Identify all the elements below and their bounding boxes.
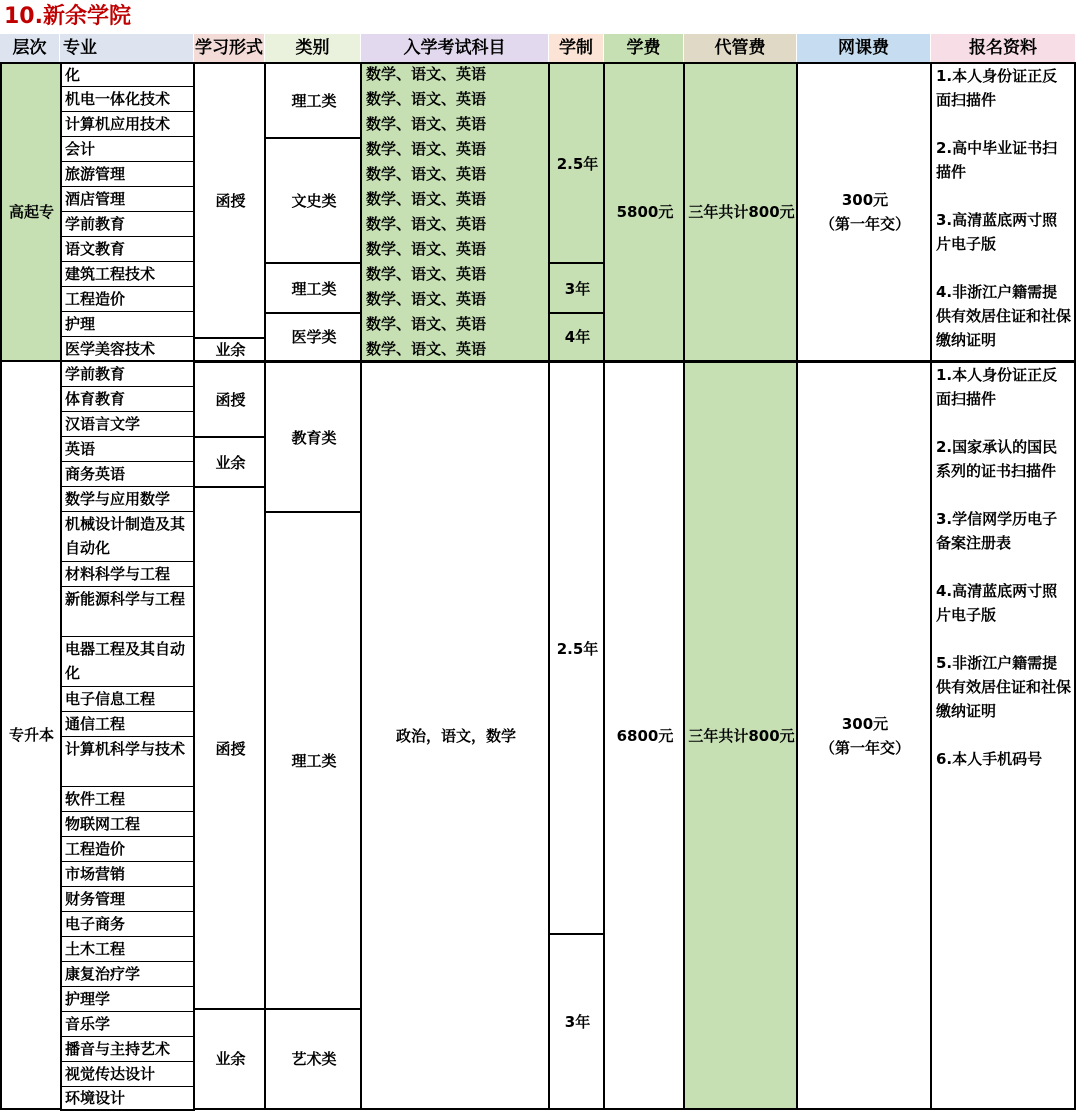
mgmt-fee-cell: 三年共计800元 — [683, 361, 798, 1110]
study-form-cell: 函授 — [193, 361, 266, 437]
materials-item: 5.非浙江户籍需提供有效居住证和社保缴纳证明 — [936, 654, 1072, 720]
major-cell: 体育教育 — [60, 387, 195, 412]
category-cell: 理工类 — [264, 262, 362, 313]
major-cell: 工程造价 — [60, 287, 195, 312]
major-cell: 护理 — [60, 312, 195, 337]
major-cell: 学前教育 — [60, 212, 195, 237]
exam-subject-row: 数学、语文、英语 — [366, 290, 487, 308]
exam-subject-row: 数学、语文、英语 — [366, 115, 487, 133]
header-online-fee: 网课费 — [797, 34, 931, 62]
level-cell: 高起专 — [0, 62, 61, 362]
category-cell: 理工类 — [264, 511, 362, 1009]
major-cell: 材料科学与工程 — [60, 562, 195, 587]
study-form-cell: 业余 — [193, 436, 266, 487]
category-cell: 文史类 — [264, 137, 362, 263]
major-cell: 计算机应用技术 — [60, 112, 195, 137]
major-cell: 医学美容技术 — [60, 337, 195, 362]
major-cell: 旅游管理 — [60, 162, 195, 187]
major-cell: 工程造价 — [60, 837, 195, 862]
major-cell: 软件工程 — [60, 787, 195, 812]
exam-subject-row: 数学、语文、英语 — [366, 65, 487, 83]
duration-cell: 3年 — [548, 262, 605, 313]
study-form-cell: 业余 — [193, 1008, 266, 1110]
materials-item: 2.高中毕业证书扫描件 — [936, 139, 1058, 181]
major-cell: 电器工程及其自动化 — [60, 637, 195, 687]
header-study-form: 学习形式 — [194, 34, 265, 62]
exam-subjects-cell: 政治，语文，数学 — [360, 361, 550, 1110]
major-cell: 市场营销 — [60, 862, 195, 887]
materials-item: 6.本人手机码号 — [936, 750, 1043, 768]
major-cell: 酒店管理 — [60, 187, 195, 212]
level-cell: 专升本 — [0, 361, 61, 1110]
major-cell: 化 — [60, 62, 195, 87]
exam-subject-row: 数学、语文、英语 — [366, 90, 487, 108]
category-cell: 艺术类 — [264, 1008, 362, 1110]
header-category: 类别 — [265, 34, 361, 62]
exam-subject-row: 数学、语文、英语 — [366, 190, 487, 208]
major-cell: 学前教育 — [60, 362, 195, 387]
major-cell: 电子商务 — [60, 912, 195, 937]
duration-cell: 2.5年 — [548, 62, 605, 263]
materials-item: 3.学信网学历电子备案注册表 — [936, 510, 1058, 552]
exam-subject-row: 数学、语文、英语 — [366, 315, 487, 333]
materials-item: 3.高清蓝底两寸照片电子版 — [936, 211, 1058, 253]
category-cell: 教育类 — [264, 361, 362, 512]
major-cell: 新能源科学与工程 — [60, 587, 195, 637]
major-cell: 护理学 — [60, 987, 195, 1012]
major-cell: 视觉传达设计 — [60, 1062, 195, 1087]
materials-cell — [930, 62, 1076, 362]
header-tuition: 学费 — [604, 34, 684, 62]
exam-subject-row: 数学、语文、英语 — [366, 215, 487, 233]
materials-item: 4.非浙江户籍需提供有效居住证和社保缴纳证明 — [936, 283, 1072, 349]
category-cell: 理工类 — [264, 62, 362, 138]
header-exam-subjects: 入学考试科目 — [361, 34, 549, 62]
major-cell: 机械设计制造及其自动化 — [60, 512, 195, 562]
major-cell: 语文教育 — [60, 237, 195, 262]
exam-subject-row: 数学、语文、英语 — [366, 140, 487, 158]
duration-cell: 3年 — [548, 933, 605, 1110]
exam-subject-row: 数学、语文、英语 — [366, 165, 487, 183]
major-cell: 播音与主持艺术 — [60, 1037, 195, 1062]
major-cell: 商务英语 — [60, 462, 195, 487]
tuition-cell: 6800元 — [603, 361, 685, 1110]
major-cell: 通信工程 — [60, 712, 195, 737]
header-major: 专业 — [60, 34, 194, 62]
duration-cell: 4年 — [548, 312, 605, 362]
materials-item: 1.本人身份证正反面扫描件 — [936, 366, 1058, 408]
exam-subject-row: 数学、语文、英语 — [366, 265, 487, 283]
major-cell: 财务管理 — [60, 887, 195, 912]
exam-subject-row: 数学、语文、英语 — [366, 340, 487, 358]
major-cell: 汉语言文学 — [60, 412, 195, 437]
major-cell: 康复治疗学 — [60, 962, 195, 987]
study-form-cell: 业余 — [193, 337, 266, 362]
duration-cell: 2.5年 — [548, 361, 605, 934]
mgmt-fee-cell: 三年共计800元 — [683, 62, 798, 362]
major-cell: 机电一体化技术 — [60, 87, 195, 112]
online-fee-cell: 300元 （第一年交） — [796, 62, 932, 362]
major-cell: 建筑工程技术 — [60, 262, 195, 287]
major-cell: 会计 — [60, 137, 195, 162]
materials-item: 1.本人身份证正反面扫描件 — [936, 67, 1058, 109]
header-level: 层次 — [0, 34, 60, 62]
study-form-cell: 函授 — [193, 62, 266, 338]
online-fee-cell: 300元 （第一年交） — [796, 361, 932, 1110]
exam-subject-row: 数学、语文、英语 — [366, 240, 487, 258]
major-cell: 音乐学 — [60, 1012, 195, 1037]
major-cell: 物联网工程 — [60, 812, 195, 837]
header-mgmt-fee: 代管费 — [684, 34, 797, 62]
study-form-cell: 函授 — [193, 486, 266, 1009]
materials-cell — [930, 361, 1076, 1110]
major-cell: 计算机科学与技术 — [60, 737, 195, 787]
materials-item: 4.高清蓝底两寸照片电子版 — [936, 582, 1058, 624]
materials-item: 2.国家承认的国民系列的证书扫描件 — [936, 438, 1058, 480]
major-cell: 数学与应用数学 — [60, 487, 195, 512]
header-materials: 报名资料 — [931, 34, 1076, 62]
major-cell: 电子信息工程 — [60, 687, 195, 712]
category-cell: 医学类 — [264, 312, 362, 362]
major-cell: 英语 — [60, 437, 195, 462]
header-duration: 学制 — [549, 34, 604, 62]
major-cell: 土木工程 — [60, 937, 195, 962]
tuition-cell: 5800元 — [603, 62, 685, 362]
major-cell: 环境设计 — [60, 1087, 195, 1111]
page-title: 10.新余学院 — [4, 4, 131, 29]
